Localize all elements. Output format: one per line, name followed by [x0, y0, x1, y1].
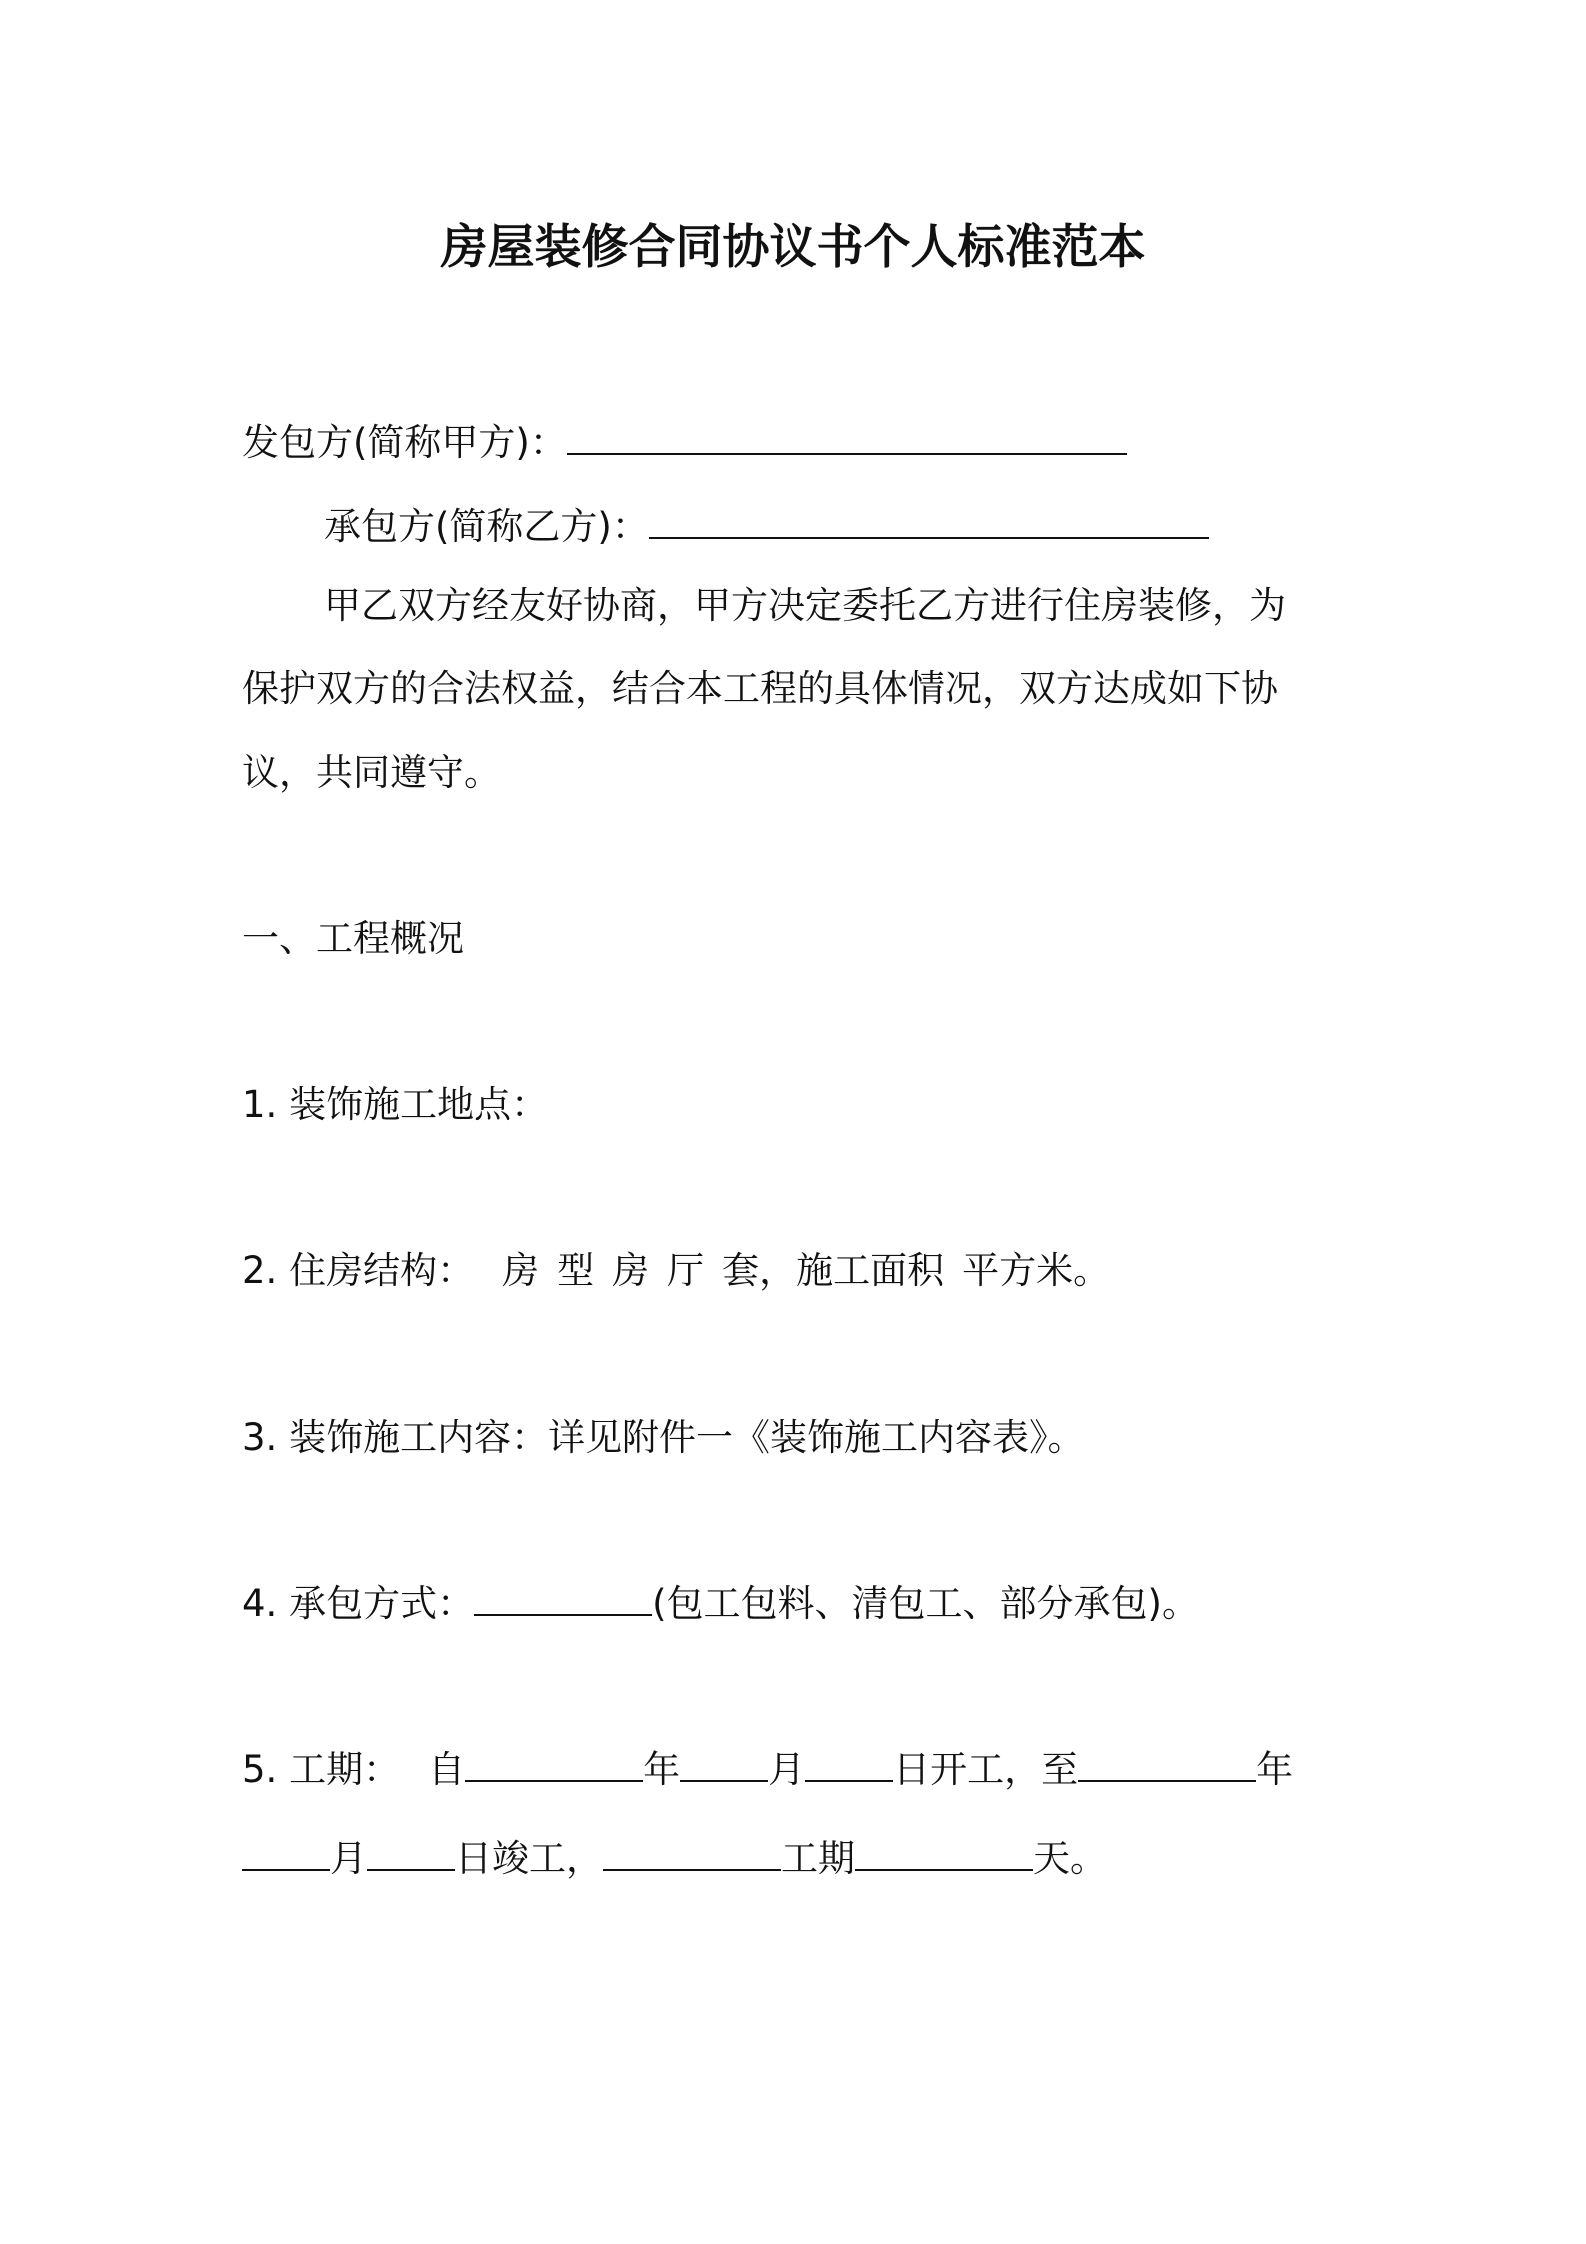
item-5-line-1	[242, 1742, 1293, 1798]
item-2-text: 房	[612, 1249, 650, 1292]
start-month-blank	[680, 1774, 768, 1782]
item-4	[242, 1576, 1199, 1632]
document-title: 房屋装修合同协议书个人标准范本	[440, 220, 1146, 275]
item-2-text: 套，施工面积	[722, 1249, 945, 1292]
item-4-note: (包工包料、清包工、部分承包)。	[652, 1582, 1199, 1625]
party-b-line	[324, 499, 1209, 555]
item-2	[242, 1243, 1110, 1299]
item-2-text: 厅	[667, 1249, 705, 1292]
item-5-text: 自	[428, 1748, 466, 1791]
item-5-text: 月	[330, 1837, 367, 1880]
party-a-line	[242, 415, 1127, 471]
item-2-text: 房	[502, 1249, 540, 1292]
item-5-line-2	[242, 1831, 1107, 1887]
item-5-text: 年	[643, 1748, 681, 1791]
end-month-blank	[242, 1863, 330, 1871]
end-year-blank	[1078, 1774, 1256, 1782]
party-b-label: 承包方(简称乙方)：	[324, 505, 649, 548]
period-days-blank	[855, 1863, 1033, 1871]
item-4-label: 4. 承包方式：	[242, 1582, 475, 1625]
item-5-label: 5. 工期：	[242, 1748, 401, 1791]
start-year-blank	[465, 1774, 643, 1782]
item-2-label: 2. 住房结构：	[242, 1249, 475, 1292]
intro-line-2: 保护双方的合法权益，结合本工程的具体情况，双方达成如下协	[242, 667, 1278, 710]
party-a-label: 发包方(简称甲方)：	[242, 421, 567, 464]
item-5-text: 天。	[1033, 1837, 1107, 1880]
item-5-text: 日竣工，	[455, 1837, 603, 1880]
intro-line-3: 议，共同遵守。	[242, 751, 501, 794]
item-3: 3. 装饰施工内容：详见附件一《装饰施工内容表》。	[242, 1416, 1085, 1459]
party-a-blank	[567, 447, 1127, 455]
party-b-blank	[649, 531, 1209, 539]
period-type-blank	[603, 1863, 781, 1871]
start-day-blank	[805, 1774, 893, 1782]
item-2-text: 平方米。	[962, 1249, 1111, 1292]
item-5-text: 月	[768, 1748, 806, 1791]
item-1: 1. 装饰施工地点：	[242, 1083, 549, 1126]
intro-line-1: 甲乙双方经友好协商，甲方决定委托乙方进行住房装修，为	[324, 584, 1286, 627]
item-2-text: 型	[557, 1249, 595, 1292]
item-4-blank	[474, 1608, 652, 1616]
end-day-blank	[367, 1863, 455, 1871]
item-5-text: 日开工，至	[893, 1748, 1079, 1791]
item-5-text: 工期	[781, 1837, 855, 1880]
section-heading: 一、工程概况	[242, 917, 464, 960]
item-5-text: 年	[1256, 1748, 1294, 1791]
